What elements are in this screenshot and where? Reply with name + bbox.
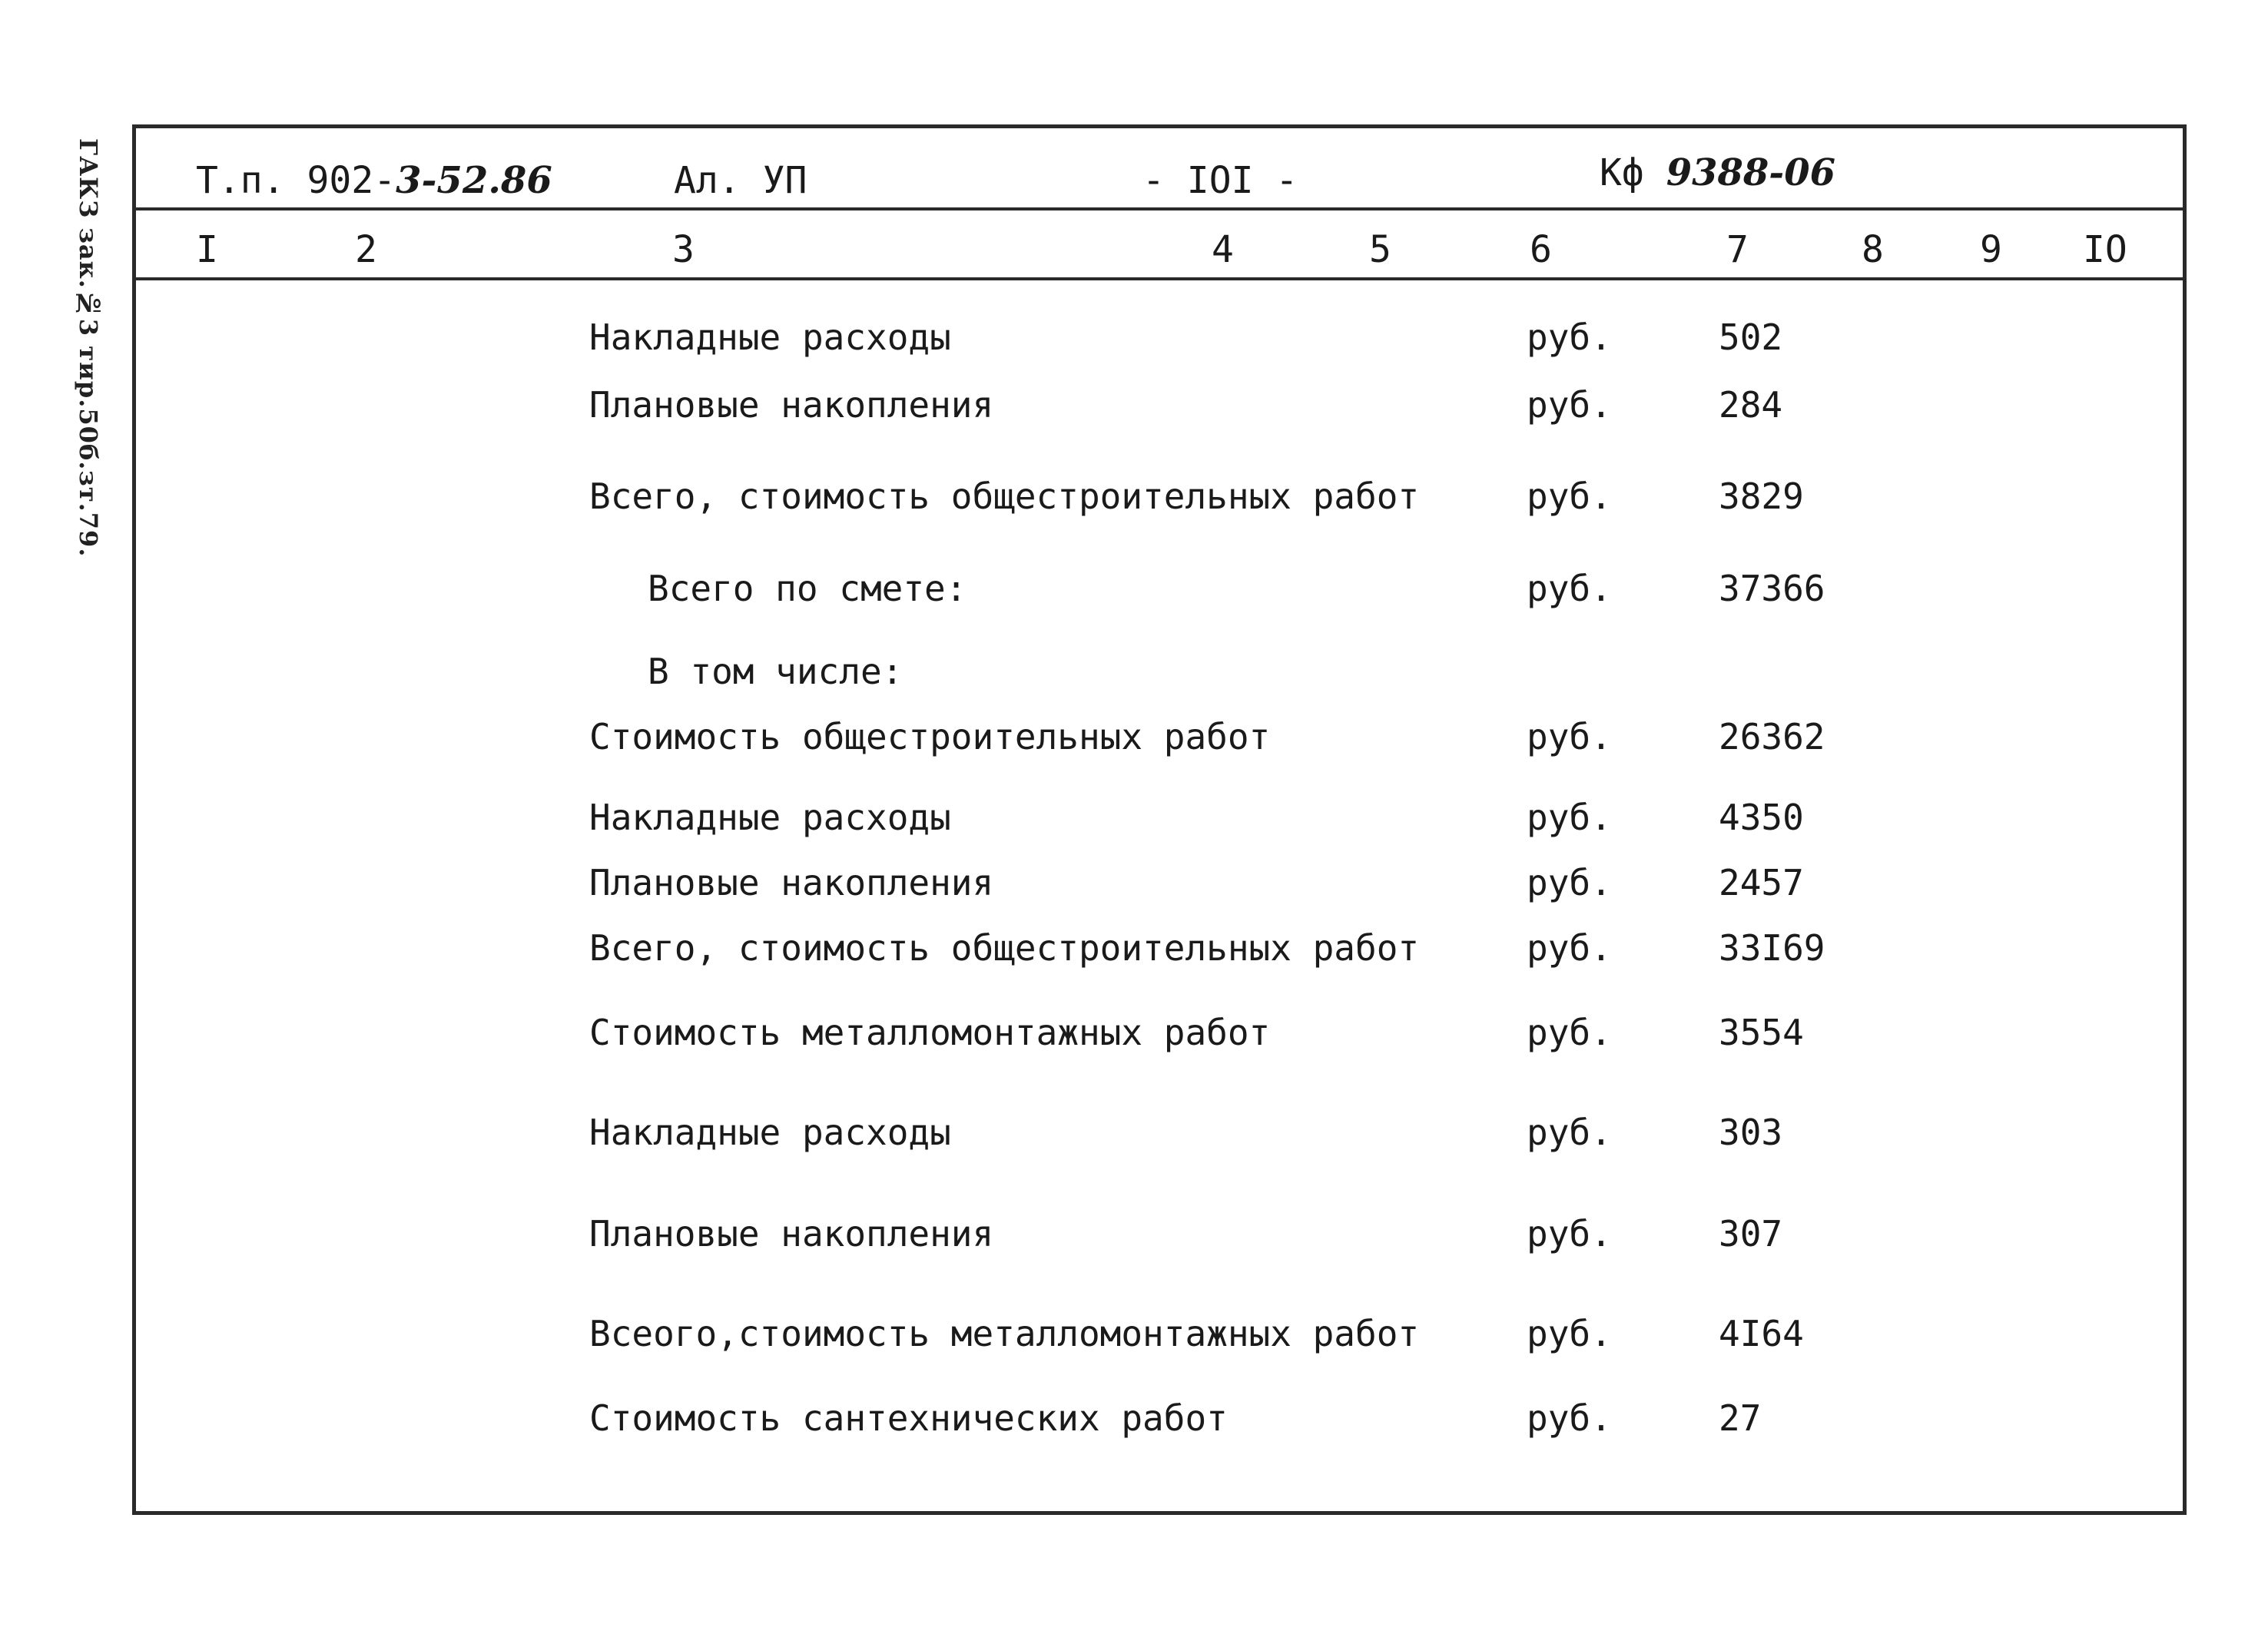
item-name: Стоимость сантехнических работ	[589, 1397, 1228, 1439]
item-value: 27	[1719, 1397, 1762, 1439]
item-name: Накладные расходы	[589, 317, 951, 358]
item-value: 3829	[1719, 476, 1804, 517]
item-value: 303	[1719, 1112, 1783, 1153]
table-row	[136, 1213, 2183, 1259]
item-unit: руб.	[1527, 1213, 1612, 1255]
code-prefix: Кф	[1600, 151, 1644, 194]
item-name: Всего по смете:	[648, 568, 967, 609]
table-row	[136, 797, 2183, 843]
item-name: Плановые накопления	[589, 862, 994, 903]
item-unit: руб.	[1527, 1397, 1612, 1439]
item-value: 307	[1719, 1213, 1783, 1255]
item-unit: руб.	[1527, 1012, 1612, 1053]
item-value: 284	[1719, 384, 1783, 426]
column-number: 2	[355, 228, 377, 271]
table-row	[136, 1397, 2183, 1443]
table-row	[136, 716, 2183, 762]
page-number: - IOI -	[1142, 159, 1298, 202]
item-unit: руб.	[1527, 317, 1612, 358]
item-unit: руб.	[1527, 1112, 1612, 1153]
column-number: 8	[1862, 228, 1884, 271]
column-number: 3	[672, 228, 695, 271]
column-header-divider	[136, 277, 2183, 280]
item-name: Всего, стоимость общестроительных работ	[589, 927, 1420, 969]
item-name: Всеого,стоимость металломонтажных работ	[589, 1313, 1420, 1354]
code-handwritten: 9388-06	[1666, 151, 1836, 194]
header-divider	[136, 207, 2183, 210]
column-number: I	[196, 228, 218, 271]
table-row	[136, 927, 2183, 973]
table-row	[136, 1012, 2183, 1058]
column-number: 9	[1980, 228, 2002, 271]
table-row	[136, 651, 2183, 697]
item-value: 3554	[1719, 1012, 1804, 1053]
table-row	[136, 317, 2183, 363]
project-handwritten: 3-52.86	[396, 159, 552, 202]
item-value: 37366	[1719, 568, 1825, 609]
item-unit: руб.	[1527, 797, 1612, 838]
item-value: 4I64	[1719, 1313, 1804, 1354]
item-unit: руб.	[1527, 568, 1612, 609]
item-unit: руб.	[1527, 1313, 1612, 1354]
side-stamp: ГАКЗ зак.№3 тир.50б.зт.79.	[74, 138, 103, 558]
item-name: Всего, стоимость общестроительных работ	[589, 476, 1420, 517]
project-prefix: Т.п. 902-	[196, 159, 396, 202]
column-number: 7	[1726, 228, 1749, 271]
column-number: 5	[1369, 228, 1391, 271]
item-name: Стоимость общестроительных работ	[589, 716, 1271, 757]
item-value: 2457	[1719, 862, 1804, 903]
item-value: 26362	[1719, 716, 1825, 757]
item-unit: руб.	[1527, 927, 1612, 969]
column-number: IO	[2083, 228, 2127, 271]
table-row	[136, 384, 2183, 430]
item-unit: руб.	[1527, 862, 1612, 903]
item-name: Накладные расходы	[589, 1112, 951, 1153]
column-number: 4	[1212, 228, 1234, 271]
item-unit: руб.	[1527, 384, 1612, 426]
table-row	[136, 862, 2183, 908]
item-value: 4350	[1719, 797, 1804, 838]
item-name: В том числе:	[648, 651, 904, 692]
item-value: 33I69	[1719, 927, 1825, 969]
table-row	[136, 476, 2183, 522]
table-row	[136, 1112, 2183, 1158]
item-unit: руб.	[1527, 476, 1612, 517]
item-name: Стоимость металломонтажных работ	[589, 1012, 1271, 1053]
item-name: Накладные расходы	[589, 797, 951, 838]
item-value: 502	[1719, 317, 1783, 358]
table-row	[136, 1313, 2183, 1359]
document-code	[1600, 151, 1835, 194]
project-number	[196, 159, 552, 202]
item-unit: руб.	[1527, 716, 1612, 757]
table-row	[136, 568, 2183, 614]
album-label: Ал. УП	[674, 159, 807, 202]
estimate-sheet	[132, 124, 2187, 1515]
item-name: Плановые накопления	[589, 384, 994, 426]
column-number: 6	[1530, 228, 1552, 271]
item-name: Плановые накопления	[589, 1213, 994, 1255]
